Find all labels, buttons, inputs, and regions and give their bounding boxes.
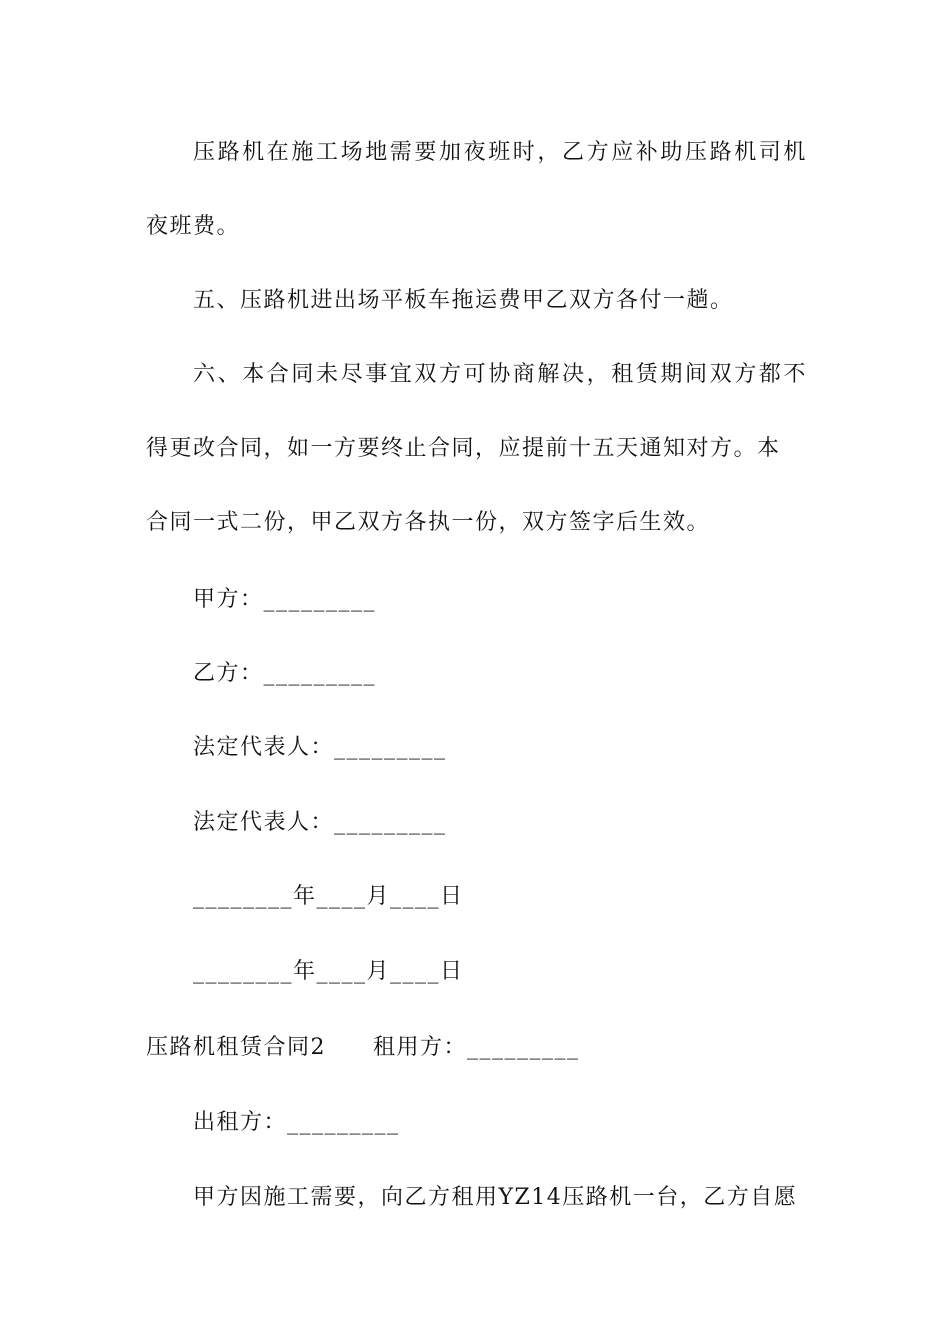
clause-five: 五、压路机进出场平板车拖运费甲乙双方各付一趟。 — [193, 288, 734, 313]
contract-2-heading: 压路机租赁合同2 租用方：_________ — [146, 1035, 580, 1060]
contract-2-intro: 甲方因施工需要，向乙方租用YZ14压路机一台，乙方自愿 — [193, 1185, 798, 1210]
paragraph-night-shift-cont: 夜班费。 — [146, 214, 241, 239]
signature-party-a: 甲方：_________ — [193, 587, 377, 612]
date-line-b: ________年____月____日 — [193, 959, 464, 984]
legal-representative-b: 法定代表人：_________ — [193, 810, 447, 835]
signature-party-b: 乙方：_________ — [193, 661, 377, 686]
paragraph-night-shift: 压路机在施工场地需要加夜班时，乙方应补助压路机司机 — [193, 140, 809, 165]
date-line-a: ________年____月____日 — [193, 884, 464, 909]
legal-representative-a: 法定代表人：_________ — [193, 735, 447, 760]
clause-six-cont-1: 得更改合同，如一方要终止合同，应提前十五天通知对方。本 — [146, 436, 781, 461]
clause-six: 六、本合同未尽事宜双方可协商解决，租赁期间双方都不 — [193, 362, 809, 387]
clause-six-cont-2: 合同一式二份，甲乙双方各执一份，双方签字后生效。 — [146, 510, 711, 535]
lessor-line: 出租方：_________ — [193, 1110, 400, 1135]
